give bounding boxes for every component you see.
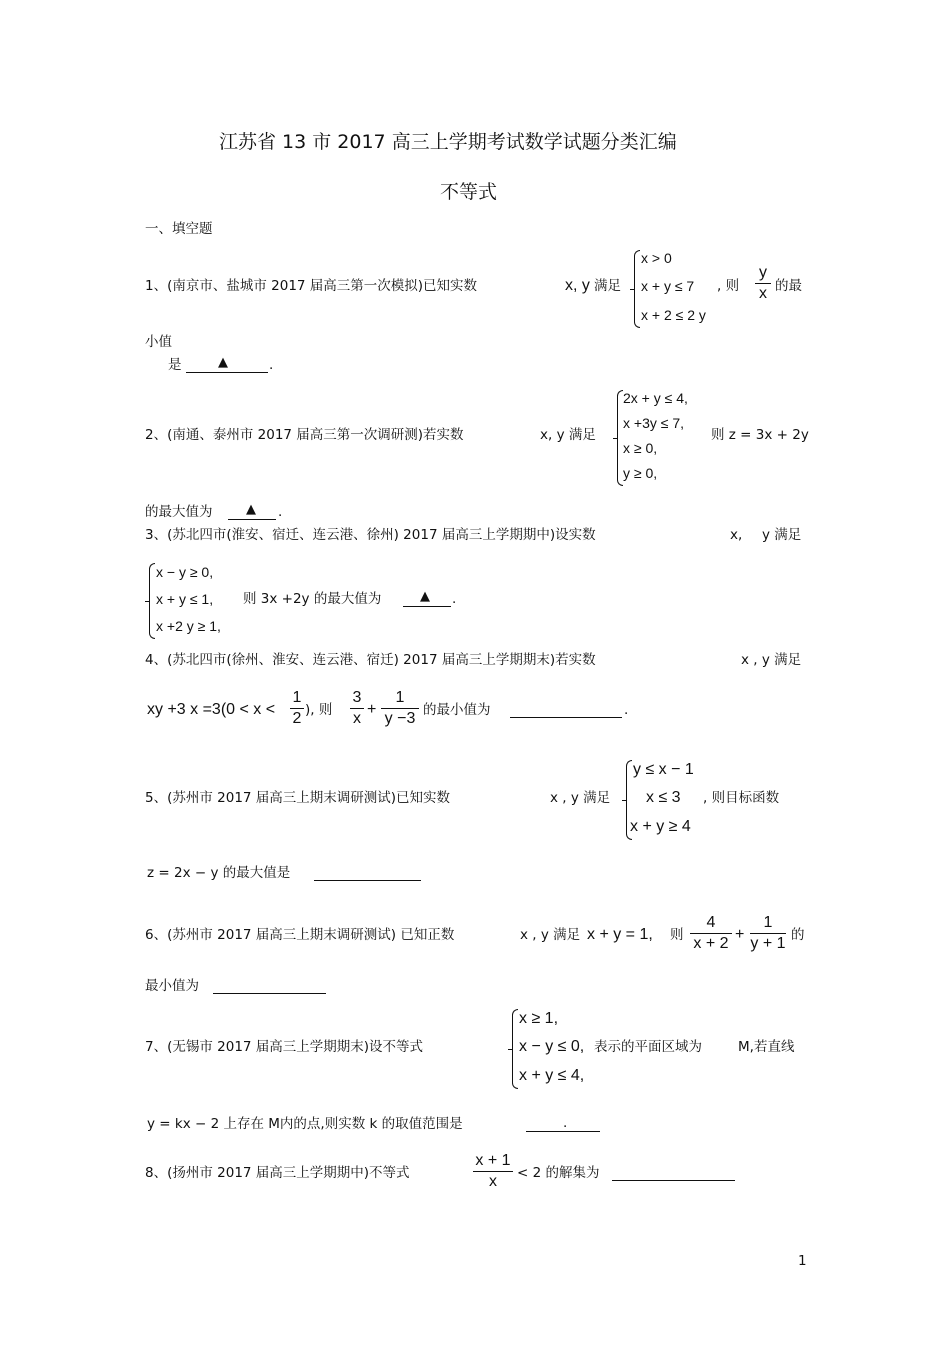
q4-answer-blank[interactable] xyxy=(510,701,622,718)
q7-tail: M,若直线 xyxy=(738,1039,795,1055)
section-heading: 一、填空题 xyxy=(145,221,213,237)
q7-constraint-1: x ≥ 1, xyxy=(519,1010,559,1027)
q4-half-den: 2 xyxy=(292,710,302,727)
q3-triangle: ▲ xyxy=(420,589,430,604)
q6-line2: 最小值为 xyxy=(145,978,199,994)
q3-brace xyxy=(149,563,155,639)
q4-frac-1 xyxy=(350,688,364,729)
q3-then: 则 3x +2y 的最大值为 xyxy=(243,591,382,607)
q3-constraint-2: x + y ≤ 1, xyxy=(156,591,214,607)
q6-text: 6、(苏州市 2017 届高三上期末调研测试) 已知正数 xyxy=(145,927,455,943)
q1-constraint-3: x + 2 ≤ 2 y xyxy=(641,307,706,323)
q8-answer-blank[interactable] xyxy=(612,1164,735,1181)
q1-text: 1、(南京市、盐城市 2017 届高三第一次模拟)已知实数 xyxy=(145,278,478,294)
q2-constraint-2: x +3y ≤ 7, xyxy=(623,415,684,431)
q6-f2-num: 1 xyxy=(763,914,773,931)
q8-fraction xyxy=(473,1151,513,1192)
q4-f1-num: 3 xyxy=(352,689,362,706)
q7-line2: y = kx − 2 上存在 M内的点,则实数 k 的取值范围是 xyxy=(147,1116,463,1132)
q2-constraint-4: y ≥ 0, xyxy=(623,465,658,481)
q1-tail: 的最 xyxy=(775,278,802,294)
q4-close: ), 则 xyxy=(305,702,333,718)
page-subtitle: 不等式 xyxy=(440,181,498,203)
q6-then: 则 xyxy=(670,927,684,943)
q5-vars: x , y 满足 xyxy=(550,790,611,806)
q2-triangle: ▲ xyxy=(246,502,256,517)
q5-then: , 则目标函数 xyxy=(703,790,780,806)
q1-end: . xyxy=(269,357,274,373)
q5-constraint-3: x + y ≥ 4 xyxy=(630,818,691,835)
q3-text: 3、(苏北四市(淮安、宿迁、连云港、徐州) 2017 届高三上学期期中)设实数 xyxy=(145,527,596,543)
q6-f1-den: x + 2 xyxy=(693,935,729,952)
q8-rest: < 2 的解集为 xyxy=(517,1165,600,1181)
q2-end: . xyxy=(278,504,283,520)
q2-vars: x, y 满足 xyxy=(540,427,596,443)
q4-expr: xy +3 x =3(0 < x < xyxy=(147,701,276,718)
q1-then: , 则 xyxy=(717,278,740,294)
q8-text: 8、(扬州市 2017 届高三上学期期中)不等式 xyxy=(145,1165,410,1181)
q1-satisfy: 满足 xyxy=(594,278,621,294)
q1-triangle: ▲ xyxy=(218,355,228,370)
page-title: 江苏省 13 市 2017 高三上学期考试数学试题分类汇编 xyxy=(219,131,677,153)
q7-constraint-2: x − y ≤ 0, xyxy=(519,1038,585,1055)
q5-constraint-2: x ≤ 3 xyxy=(646,789,681,806)
q6-f1-num: 4 xyxy=(706,914,716,931)
q5-text: 5、(苏州市 2017 届高三上期末调研测试)已知实数 xyxy=(145,790,451,806)
q6-frac-1 xyxy=(690,913,732,954)
q2-constraint-3: x ≥ 0, xyxy=(623,440,658,456)
q2-then: 则 z = 3x + 2y xyxy=(711,427,809,443)
q6-answer-blank[interactable] xyxy=(213,977,326,994)
q7-end: . xyxy=(563,1115,568,1131)
q5-line2: z = 2x − y 的最大值是 xyxy=(147,865,291,881)
q1-brace xyxy=(634,250,640,328)
q1-line2: 小值 xyxy=(145,334,172,350)
q4-plus: + xyxy=(367,701,377,718)
q4-text: 4、(苏北四市(徐州、淮安、连云港、宿迁) 2017 届高三上学期期末)若实数 xyxy=(145,652,596,668)
q7-text: 7、(无锡市 2017 届高三上学期期末)设不等式 xyxy=(145,1039,424,1055)
q8-f-den: x xyxy=(489,1173,497,1190)
q4-frac-2 xyxy=(381,688,419,729)
page-number: 1 xyxy=(798,1253,807,1269)
q4-f2-den: y −3 xyxy=(384,710,416,727)
q6-tail: 的 xyxy=(791,927,805,943)
q7-then: 表示的平面区域为 xyxy=(594,1039,702,1055)
q5-constraint-1: y ≤ x − 1 xyxy=(633,761,694,778)
q1-frac-den: x xyxy=(759,285,767,302)
q4-half-num: 1 xyxy=(292,689,302,706)
q2-constraint-1: 2x + y ≤ 4, xyxy=(623,390,688,406)
q2-line2: 的最大值为 xyxy=(145,504,213,520)
q6-f2-den: y + 1 xyxy=(750,935,786,952)
q4-half xyxy=(290,688,304,729)
q6-cond: x + y = 1, xyxy=(587,926,653,943)
q1-line3: 是 xyxy=(168,357,182,373)
q2-text: 2、(南通、泰州市 2017 届高三第一次调研测)若实数 xyxy=(145,427,464,443)
q4-end: . xyxy=(624,702,629,718)
q8-f-num: x + 1 xyxy=(475,1152,511,1169)
q6-vars: x , y 满足 xyxy=(520,927,581,943)
q4-tail: 的最小值为 xyxy=(423,702,491,718)
q1-fraction xyxy=(755,263,771,304)
q7-constraint-3: x + y ≤ 4, xyxy=(519,1067,585,1084)
q3-end: . xyxy=(452,591,457,607)
q1-constraint-1: x > 0 xyxy=(641,250,672,266)
q6-plus: + xyxy=(735,926,745,943)
q3-constraint-3: x +2 y ≥ 1, xyxy=(156,618,221,634)
q1-vars: x, y xyxy=(565,277,590,294)
q3-constraint-1: x − y ≥ 0, xyxy=(156,564,214,580)
q4-vars: x , y 满足 xyxy=(741,652,802,668)
q7-brace xyxy=(512,1009,518,1089)
q4-f2-num: 1 xyxy=(395,689,405,706)
q3-vars: x, xyxy=(730,527,743,543)
q6-frac-2 xyxy=(750,913,786,954)
q5-answer-blank[interactable] xyxy=(314,864,421,881)
q1-frac-num: y xyxy=(759,264,767,281)
q4-f1-den: x xyxy=(353,710,361,727)
q3-vars2: y 满足 xyxy=(762,527,802,543)
q1-constraint-2: x + y ≤ 7 xyxy=(641,278,695,294)
